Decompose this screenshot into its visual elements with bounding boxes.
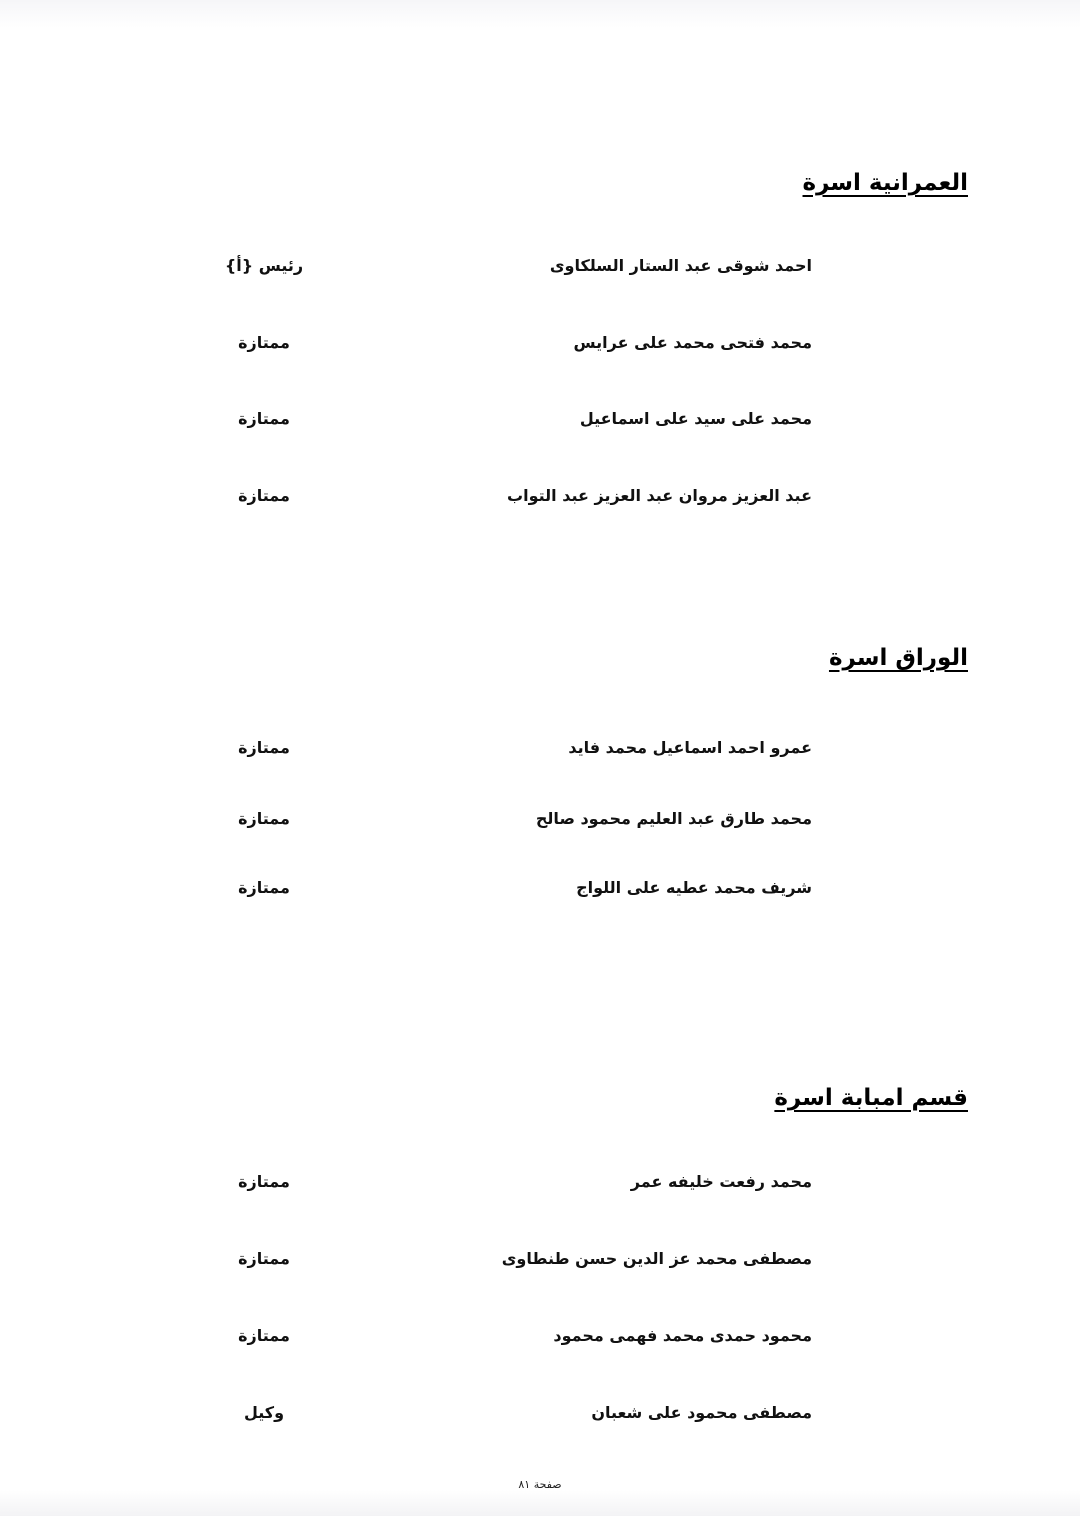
member-name: محمد على سيد على اسماعيل — [579, 409, 812, 428]
member-name: محمد طارق عبد العليم محمود صالح — [535, 809, 812, 828]
member-name: مصطفى محمد عز الدين حسن طنطاوى — [501, 1249, 812, 1268]
member-grade: ممتازة — [238, 1172, 290, 1191]
member-grade: ممتازة — [238, 486, 290, 505]
member-name: محمد رفعت خليفه عمر — [630, 1172, 812, 1191]
member-name: عبد العزيز مروان عبد العزيز عبد التواب — [507, 486, 812, 505]
section-title-omraneya: العمرانية اسرة — [802, 170, 968, 196]
member-name: مصطفى محمود على شعبان — [591, 1403, 812, 1422]
member-grade: ممتازة — [238, 1249, 290, 1268]
member-grade: ممتازة — [238, 1326, 290, 1345]
member-grade: ممتازة — [238, 738, 290, 757]
member-grade: ممتازة — [238, 878, 290, 897]
member-grade: ممتازة — [238, 809, 290, 828]
page-number: صفحة ٨١ — [518, 1478, 562, 1491]
section-title-imbaba: قسم امبابة اسرة — [774, 1085, 968, 1111]
member-grade: ممتازة — [238, 409, 290, 428]
member-name: شريف محمد عطيه على اللواج — [576, 878, 812, 897]
member-name: محمد فتحى محمد على عرايس — [573, 333, 812, 352]
member-grade: وكيل — [243, 1403, 285, 1422]
member-grade: رئيس {أ} — [224, 256, 304, 275]
member-name: احمد شوقى عبد الستار السلكاوى — [549, 256, 812, 275]
member-grade: ممتازة — [238, 333, 290, 352]
member-name: عمرو احمد اسماعيل محمد فايد — [568, 738, 812, 757]
section-title-warraq: الوراق اسرة — [828, 645, 968, 671]
member-name: محمود حمدى محمد فهمى محمود — [553, 1326, 812, 1345]
